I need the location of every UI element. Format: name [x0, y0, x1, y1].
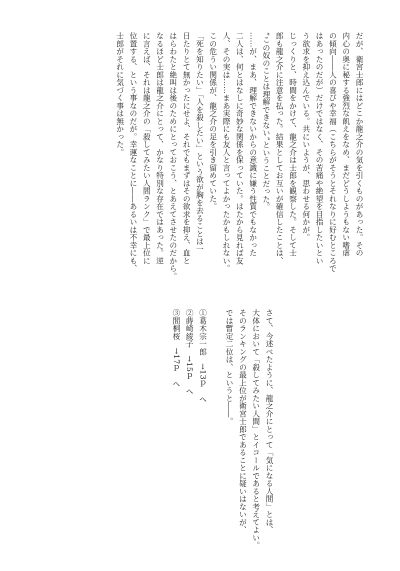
- text-column: 位置する、という事なのだが。幸運なことに――あるいは不幸にも、: [128, 32, 138, 273]
- upper-text-block: [113, 32, 366, 280]
- text-column: さて、今述べたように、龍之介にとって「気になる人間」とは、: [265, 309, 274, 534]
- text-column: に言えば、それは龍之介の「殺してみたい人間ランク」で最上位に: [142, 32, 152, 265]
- text-column: の傾向――人の喜びや幸福（こちらがそうとそれなりに好むところで: [328, 32, 338, 273]
- text-column: だが、衛宮士郎にはどこか龍之介の気を引くものがあった。その: [355, 32, 364, 257]
- text-column: なるほど士郎は龍之介にとって、かなり特別な存在ではあった。逆: [155, 32, 165, 265]
- text-column: はらわたと絶叫は後のためにとっておこう、とあえてさせたのだから。: [168, 32, 178, 280]
- text-column: 士郎がそれに気づく事は無かった。: [115, 32, 125, 156]
- text-column: そのランキングの最上位が衛宮士郎であることに疑いはないが、: [238, 309, 248, 534]
- text-column: はあったのだが）だけではなく、その苦痛や絶望を目指したいとい: [315, 32, 325, 265]
- choice-間桐[interactable]: ③間桐桜 →17ｐ へ: [171, 309, 181, 388]
- text-column: 内心の奥に秘する強烈な飢えをなめ、まだどうしようもない嗜虐: [341, 32, 351, 257]
- text-column: 二人は、何とはなしに奇妙な関係を保っていた。はたから見れば友: [235, 32, 245, 265]
- text-column: じっくりと、時間をかけて、龍之介は士郎を観察した。そして士: [288, 32, 298, 257]
- text-column: 「死を知りたい」「人を殺したい」という欲が胸を去ることは一: [195, 32, 205, 253]
- text-column: う欲求を抑え込んでいる。共にいようが、思わせる何かが。: [301, 32, 311, 242]
- text-column: ……が、まあ、理解できないからの意識に嫌う性質でもなかった: [248, 32, 258, 257]
- choice-葛木[interactable]: ①葛木宗一郎 →13ｐ へ: [198, 309, 208, 403]
- choice-蒔崎[interactable]: ②蒔崎綾子 →15ｐ へ: [185, 309, 195, 396]
- text-column: 郎も龍之介に注意を払った。結果としてお互いが確信したことは、: [275, 32, 285, 265]
- text-column: この危うい関係が、龍之介の足を引き留めていた。: [208, 32, 218, 211]
- blank-column: [210, 309, 223, 539]
- lower-text-block: [170, 309, 276, 550]
- text-column: では暫定二位は、というと――。: [225, 309, 235, 426]
- text-column: “この奴のことは理解できない”ということだった。: [261, 32, 271, 211]
- text-column: 大体において「殺してみたい人間」とイコールであると考えてよい。: [251, 309, 261, 550]
- text-column: 日たりとて無かったにせよ、それでもまずはその欲求を抑え、血と: [182, 32, 192, 265]
- text-column: 人、その実は……まあ実際にも友人と言ってよかったかもしれない。: [222, 32, 232, 273]
